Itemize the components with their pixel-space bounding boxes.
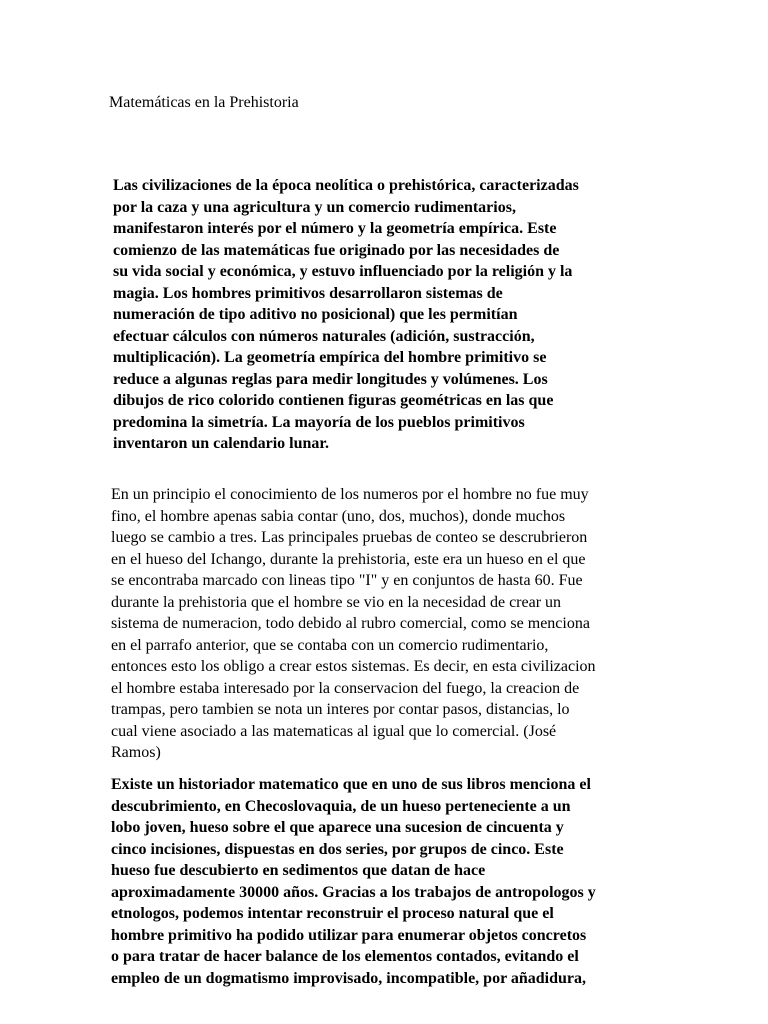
paragraph3-line: Existe un historiador matematico que en uno de sus libros menciona el — [111, 776, 591, 793]
paragraph2-line: trampas, pero tambien se nota un interes por contar pasos, distancias, lo — [111, 701, 570, 718]
paragraph1-line: su vida social y económica, y estuvo influenciado por la religión y la — [113, 263, 573, 280]
paragraph3-line: empleo de un dogmatismo improvisado, incompatible, por añadidura, — [111, 969, 587, 987]
paragraph1-line: inventaron un calendario lunar. — [113, 435, 330, 452]
paragraph1-line: dibujos de rico colorido contienen figuras geométricas en las que — [113, 392, 554, 409]
paragraph3-line: descubrimiento, en Checoslovaquia, de un hueso perteneciente a un — [111, 797, 571, 815]
paragraph-counting-knowledge — [111, 484, 667, 764]
paragraph3-line: hombre primitivo ha podido utilizar para enumerar objetos concretos — [111, 926, 587, 944]
paragraph1-line: comienzo de las matemáticas fue originado por las necesidades de — [113, 241, 560, 259]
paragraph-wolf-bone — [111, 774, 669, 989]
paragraph1-line: por la caza y una agricultura y un comercio rudimentarios, — [113, 198, 516, 216]
paragraph2-line: Ramos) — [111, 744, 161, 761]
paragraph3-line: cinco incisiones, dispuestas en dos series, por grupos de cinco. Este — [111, 840, 564, 858]
paragraph2-line: entonces esto los obligo a crear estos sistemas. Es decir, en esta civilizacion — [111, 658, 596, 675]
paragraph1-line: multiplicación). La geometría empírica del hombre primitivo se — [113, 349, 547, 366]
paragraph1-line: manifestaron interés por el número y la geometría empírica. Este — [113, 220, 557, 237]
paragraph2-line: sistema de numeracion, todo debido al rubro comercial, como se menciona — [111, 615, 590, 632]
paragraph2-line: cual viene asociado a las matematicas al igual que lo comercial. (José — [111, 722, 557, 740]
document-title: Matemáticas en la Prehistoria — [109, 94, 299, 111]
paragraph2-line: fino, el hombre apenas sabia contar (uno, dos, muchos), donde muchos — [111, 507, 566, 525]
paragraph3-line: o para tratar de hacer balance de los elementos contados, evitando el — [111, 948, 579, 965]
paragraph3-line: hueso fue descubierto en sedimentos que datan de hace — [111, 862, 486, 879]
paragraph2-line: luego se cambio a tres. Las principales pruebas de conteo se descrubrieron — [111, 529, 588, 546]
paragraph3-line: etnologos, podemos intentar reconstruir el proceso natural que el — [111, 905, 554, 922]
paragraph1-line: numeración de tipo aditivo no posicional) que les permitían — [113, 306, 518, 323]
paragraph2-line: durante la prehistoria que el hombre se vio en la necesidad de crear un — [111, 593, 562, 611]
paragraph1-line: efectuar cálculos con números naturales (adición, sustracción, — [113, 327, 535, 345]
paragraph2-line: en el hueso del Ichango, durante la prehistoria, este era un hueso en el que — [111, 550, 586, 568]
paragraph2-line: se encontraba marcado con lineas tipo "I" y en conjuntos de hasta 60. Fue — [111, 572, 583, 589]
paragraph-neolithic-civilizations — [113, 175, 698, 455]
paragraph1-line: magia. Los hombres primitivos desarrollaron sistemas de — [113, 284, 503, 302]
paragraph1-line: reduce a algunas reglas para medir longitudes y volúmenes. Los — [113, 370, 548, 388]
paragraph1-line: Las civilizaciones de la época neolítica o prehistórica, caracterizadas — [113, 177, 579, 194]
paragraph2-line: En un principio el conocimiento de los numeros por el hombre no fue muy — [111, 486, 589, 503]
paragraph3-line: lobo joven, hueso sobre el que aparece una sucesion de cincuenta y — [111, 819, 564, 836]
paragraph2-line: en el parrafo anterior, que se contaba con un comercio rudimentario, — [111, 636, 549, 654]
paragraph3-line: aproximadamente 30000 años. Gracias a los trabajos de antropologos y — [111, 883, 596, 901]
paragraph1-line: predomina la simetría. La mayoría de los pueblos primitivos — [113, 413, 525, 431]
paragraph2-line: el hombre estaba interesado por la conservacion del fuego, la creacion de — [111, 679, 580, 697]
